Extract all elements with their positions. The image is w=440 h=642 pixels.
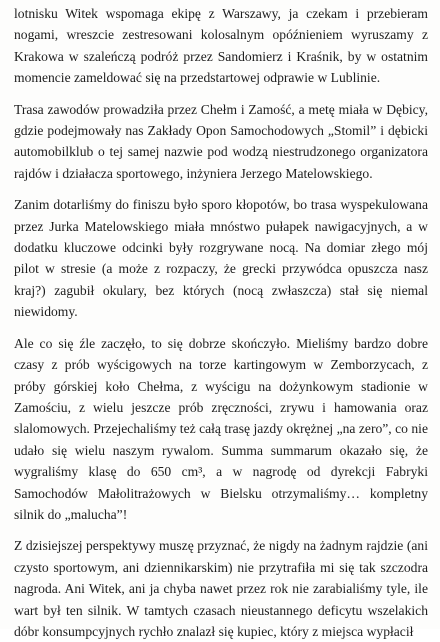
paragraph-navigation-troubles: Zanim dotarliśmy do finiszu było sporo kłopotów, bo trasa wyspekulowana przez Jurka Matelowskiego miała mnóstwo pułapek nawigacyjnych, a w dodatku kluczowe odcinki były rozgrywane nocą. Na domiar złego mój pilot w stresie (a może z rozpaczy, że grecki przywódca opuszcza nasz kraj?) zagubił okulary, bez których (nocą zwłaszcza) stał się niemal niewidomy.: [14, 197, 428, 320]
paragraph-airport-departure: lotnisku Witek wspomaga ekipę z Warszawy, ja czekam i przebieram nogami, wreszcie zestresowani kolosalnym opóźnieniem wyruszamy z Krakowa w szaleńczą podróż przez Sandomierz i Kraśnik, by w ostatnim momencie zameldować się na przedstartowej odprawie w Lublinie.: [14, 6, 428, 86]
paragraph-competition-results: Ale co się źle zaczęło, to się dobrze skończyło. Mieliśmy bardzo dobre czasy z prób wyścigowych na torze kartingowym w Zemborzycach, z próby górskiej koło Chełma, z wyścigu na dożynkowym stadionie w Zamościu, z wielu jeszcze prób zręczności, zrywu i hamowania oraz slalomowych. Przejechaliśmy też całą trasę jazdy okrężnej „na zero”, co nie udało się wielu naszym rywalom. Summa summarum okazało się, że wygraliśmy klasę do 650 cm³, a w nagrodę od dyrekcji Fabryki Samochodów Małolitrażowych w Bielsku otrzymaliśmy… kompletny silnik do „malucha”!: [14, 335, 428, 522]
paragraph-prize-reflection: Z dzisiejszej perspektywy muszę przyznać, że nigdy na żadnym rajdzie (ani czysto sportowym, ani dziennikarskim) nie przytrafiła mi się tak szczodra nagroda. Ani Witek, ani ja chyba nawet przez rok nie zarabialiśmy tyle, ile wart był ten silnik. W tamtych czasach nieustannego deficytu wszelakich dóbr konsumpcyjnych rychło znalazł się kupiec, który z miejsca wypłacił: [14, 538, 428, 639]
paragraph-route-description: Trasa zawodów prowadziła przez Chełm i Zamość, a metę miała w Dębicy, gdzie podejmowały nas Zakłady Opon Samochodowych „Stomil” i dębicki automobilklub o tej samej nazwie pod wodzą niestrudzonego organizatora rajdów i działacza sportowego, inżyniera Jerzego Matelowskiego.: [14, 101, 428, 181]
